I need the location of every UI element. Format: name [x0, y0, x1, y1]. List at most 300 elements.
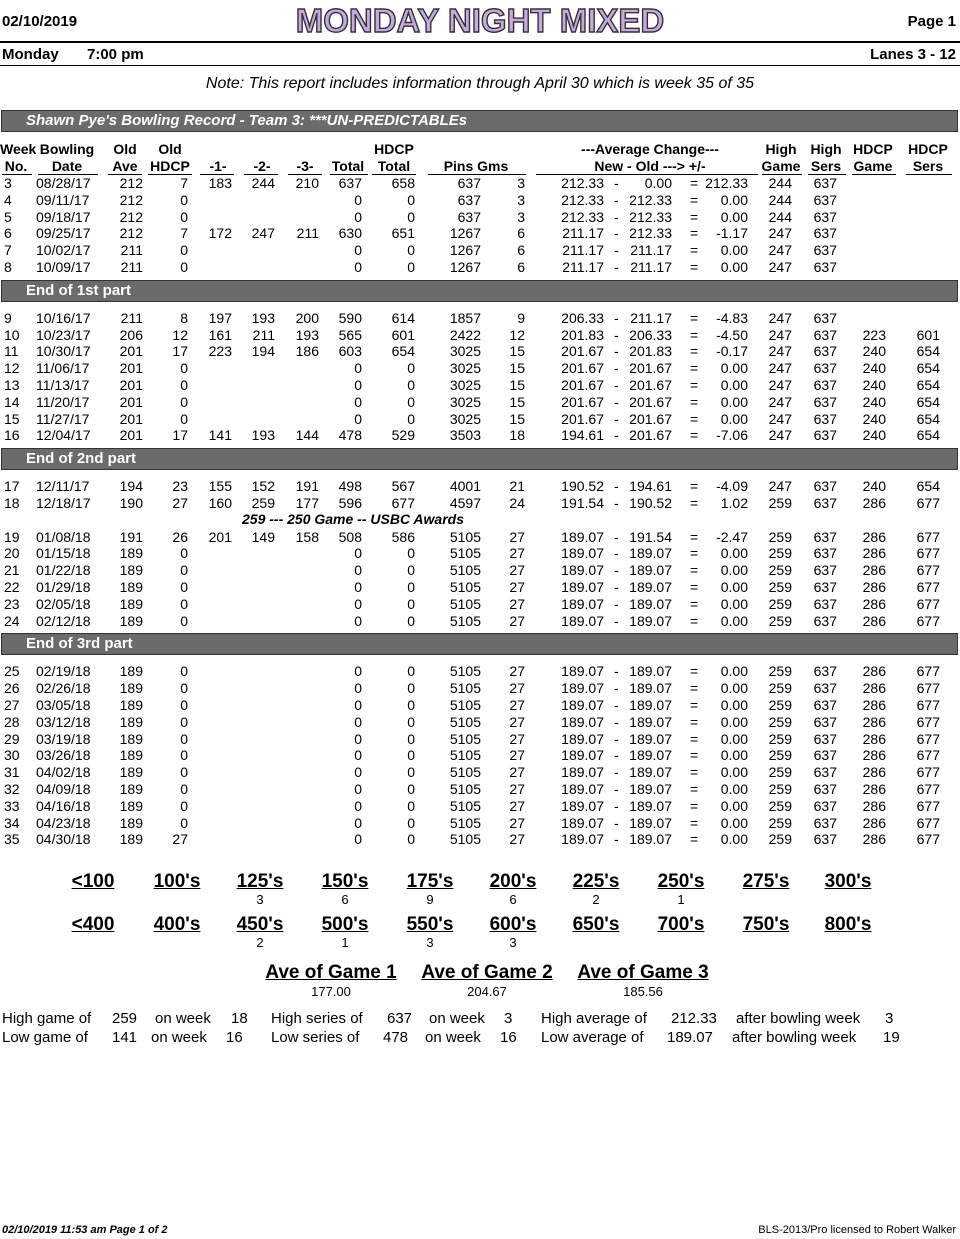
- series-bucket-count: 1: [341, 935, 349, 950]
- cell-gms: 6: [517, 259, 525, 275]
- game-bucket: [310, 871, 380, 907]
- table-row: [0, 562, 960, 579]
- cell-hg: 259: [768, 663, 792, 680]
- cell-date: 11/27/17: [36, 410, 90, 427]
- table-row: [0, 394, 960, 411]
- cell-date: 09/18/17: [36, 208, 91, 225]
- cell-date: 12/04/17: [36, 427, 91, 444]
- cell-hg: 259: [768, 764, 792, 781]
- cell-old: 211.17: [630, 259, 672, 275]
- cell-oldave: 189: [119, 680, 143, 697]
- cell-pins: 3025: [449, 410, 481, 427]
- cell-oldave: 201: [119, 377, 143, 393]
- col-avgchange-top: ---Average Change---: [581, 141, 719, 157]
- cell-date: 04/23/18: [36, 814, 91, 831]
- cell-hs: 637: [813, 697, 837, 713]
- cell-hs: 637: [813, 242, 837, 259]
- cell-pins: 637: [457, 191, 481, 208]
- game-bucket: [478, 871, 548, 907]
- low-series-label: Low series of: [271, 1029, 360, 1046]
- cell-hdcpt: 0: [407, 697, 415, 713]
- col-week-top: Week: [0, 141, 37, 157]
- col-oldhdcp-top: Old: [158, 141, 182, 157]
- cell-old: 206.33: [629, 326, 672, 343]
- cell-hg: 259: [768, 562, 792, 579]
- cell-new: 212.33: [561, 191, 604, 208]
- game-bucket: [225, 871, 295, 907]
- cell-dash: -: [614, 377, 619, 393]
- cell-g3: 193: [295, 326, 319, 343]
- col-total: Total: [331, 158, 365, 174]
- table-row: [0, 175, 960, 192]
- game-bucket-count: 9: [426, 892, 434, 907]
- high-game-week: 18: [231, 1010, 248, 1027]
- game-bucket-label: 225's: [572, 871, 620, 892]
- cell-hds: 654: [916, 377, 940, 393]
- cell-g1: 160: [208, 495, 232, 511]
- cell-week: 11: [4, 343, 19, 360]
- cell-total: 0: [354, 831, 362, 848]
- series-bucket-label: 800's: [824, 914, 872, 935]
- cell-g3: 210: [295, 175, 319, 191]
- table-row: [0, 478, 960, 495]
- cell-new: 189.07: [561, 713, 604, 730]
- cell-g2: 247: [251, 225, 275, 242]
- cell-total: 0: [354, 680, 362, 697]
- cell-oldave: 206: [119, 326, 143, 343]
- game-bucket: [58, 871, 128, 892]
- cell-week: 10: [4, 326, 20, 343]
- cell-oldave: 189: [119, 663, 143, 680]
- cell-hg: 247: [768, 225, 792, 242]
- cell-new: 189.07: [561, 562, 604, 579]
- cell-hdg: 286: [862, 831, 886, 848]
- game-bucket-count: 6: [341, 892, 349, 907]
- cell-pins: 5105: [449, 663, 481, 680]
- col-g1: -1-: [209, 158, 227, 174]
- cell-hdg: 240: [862, 478, 886, 495]
- cell-new: 189.07: [561, 797, 604, 814]
- cell-hdcpt: 0: [407, 781, 415, 797]
- cell-week: 8: [4, 259, 12, 275]
- cell-hdcpt: 0: [407, 680, 415, 697]
- cell-chg: -2.47: [716, 528, 748, 545]
- series-bucket: [731, 914, 801, 935]
- cell-chg: 0.00: [720, 697, 748, 713]
- cell-eq: =: [690, 495, 699, 511]
- cell-pins: 5105: [449, 545, 481, 562]
- cell-hg: 259: [768, 781, 792, 797]
- section-divider: [1, 633, 958, 655]
- game-bucket-count: 1: [677, 892, 685, 907]
- cell-gms: 27: [509, 680, 525, 697]
- cell-hg: 259: [768, 697, 792, 713]
- cell-date: 12/18/17: [36, 495, 91, 511]
- cell-hds: 677: [916, 831, 940, 848]
- game-average: [261, 962, 401, 999]
- game-bucket-label: 275's: [742, 871, 790, 892]
- cell-oldhdcp: 0: [180, 360, 188, 377]
- series-bucket-label: 400's: [153, 914, 201, 935]
- cell-week: 23: [4, 595, 20, 612]
- series-bucket-count: 3: [509, 935, 517, 950]
- cell-g2: 152: [251, 478, 275, 495]
- col-g3: -3-: [296, 158, 314, 174]
- cell-old: 190.52: [629, 495, 672, 511]
- cell-eq: =: [690, 545, 699, 562]
- cell-old: 189.07: [629, 680, 672, 697]
- cell-week: 28: [4, 713, 20, 730]
- cell-oldave: 201: [119, 343, 143, 360]
- cell-pins: 5105: [449, 797, 481, 814]
- game-bucket-count: 2: [592, 892, 600, 907]
- cell-dash: -: [614, 579, 619, 595]
- cell-chg: 1.02: [720, 495, 748, 511]
- cell-hs: 637: [813, 326, 837, 343]
- high-average-label: High average of: [541, 1010, 647, 1027]
- cell-hdg: 286: [862, 697, 886, 713]
- cell-dash: -: [614, 730, 619, 747]
- cell-eq: =: [690, 343, 699, 360]
- cell-hdg: 286: [862, 680, 886, 697]
- cell-pins: 5105: [449, 831, 481, 848]
- section-divider-label: End of 2nd part: [26, 450, 136, 468]
- cell-gms: 27: [509, 713, 525, 730]
- award-note: 259 --- 250 Game -- USBC Awards: [242, 510, 464, 527]
- cell-eq: =: [690, 680, 699, 697]
- cell-new: 189.07: [561, 697, 604, 713]
- table-row: [0, 545, 960, 562]
- cell-date: 01/29/18: [36, 579, 91, 595]
- cell-week: 16: [4, 427, 20, 444]
- cell-hdcpt: 0: [407, 797, 415, 814]
- cell-hs: 637: [813, 814, 837, 831]
- cell-new: 189.07: [561, 680, 604, 697]
- cell-gms: 18: [509, 427, 525, 444]
- col-hdcpsers-bot: Sers: [912, 158, 944, 174]
- cell-pins: 5105: [449, 781, 481, 797]
- series-bucket: [58, 914, 128, 935]
- cell-oldave: 201: [119, 393, 143, 410]
- cell-hds: 654: [916, 478, 940, 495]
- cell-g3: 186: [295, 343, 319, 360]
- cell-dash: -: [614, 697, 619, 713]
- low-series-value: 478: [383, 1029, 409, 1046]
- series-bucket-label: 700's: [657, 914, 705, 935]
- cell-new: 189.07: [561, 764, 604, 781]
- cell-hdg: 240: [862, 427, 886, 444]
- game-average: [573, 962, 713, 999]
- cell-total: 0: [354, 814, 362, 831]
- cell-hdcpt: 614: [391, 309, 415, 326]
- cell-date: 02/26/18: [36, 680, 91, 697]
- cell-total: 478: [338, 427, 362, 444]
- cell-pins: 5105: [449, 612, 481, 629]
- report-title: MONDAY NIGHT MIXED: [295, 2, 665, 39]
- cell-oldave: 212: [119, 208, 143, 225]
- cell-hdg: 286: [862, 713, 886, 730]
- cell-hs: 637: [813, 797, 837, 814]
- series-bucket-label: 500's: [321, 914, 369, 935]
- cell-hg: 247: [768, 427, 792, 444]
- game-bucket: [646, 871, 716, 907]
- game-bucket-label: 175's: [406, 871, 454, 892]
- cell-hs: 637: [813, 478, 837, 495]
- cell-week: 33: [4, 797, 20, 814]
- cell-oldhdcp: 0: [180, 377, 188, 393]
- cell-chg: 0.00: [720, 259, 748, 275]
- cell-week: 5: [4, 208, 12, 225]
- cell-gms: 21: [509, 478, 525, 495]
- cell-dash: -: [614, 713, 619, 730]
- game-bucket-label: 100's: [153, 871, 201, 892]
- cell-gms: 12: [509, 326, 525, 343]
- cell-hds: 654: [916, 360, 940, 377]
- cell-hdcpt: 0: [407, 191, 415, 208]
- series-bucket-label: 550's: [406, 914, 454, 935]
- cell-hs: 637: [813, 680, 837, 697]
- cell-chg: 0.00: [720, 595, 748, 612]
- cell-hdg: 240: [862, 360, 886, 377]
- cell-chg: 0.00: [720, 242, 748, 259]
- cell-chg: 0.00: [720, 680, 748, 697]
- cell-pins: 4001: [449, 478, 481, 495]
- cell-pins: 3025: [449, 377, 481, 393]
- cell-g1: 141: [208, 427, 232, 444]
- cell-total: 0: [354, 764, 362, 781]
- low-average-value: 189.07: [667, 1029, 713, 1046]
- col-hdcptotal-bot: Total: [377, 158, 411, 174]
- cell-gms: 27: [509, 781, 525, 797]
- cell-dash: -: [614, 747, 619, 764]
- cell-hs: 637: [813, 831, 837, 848]
- table-row: [0, 663, 960, 680]
- cell-hg: 247: [768, 393, 792, 410]
- cell-total: 596: [338, 495, 362, 511]
- cell-hdcpt: 529: [391, 427, 415, 444]
- cell-g2: 211: [252, 326, 275, 343]
- cell-oldhdcp: 0: [180, 713, 188, 730]
- low-game-value: 141: [112, 1029, 138, 1046]
- cell-week: 18: [4, 495, 20, 511]
- cell-gms: 6: [517, 225, 525, 242]
- cell-oldhdcp: 0: [180, 680, 188, 697]
- cell-oldhdcp: 0: [180, 191, 188, 208]
- cell-eq: =: [690, 595, 699, 612]
- cell-gms: 24: [509, 495, 525, 511]
- cell-chg: 0.00: [720, 764, 748, 781]
- cell-week: 22: [4, 579, 20, 595]
- col-g2: -2-: [253, 158, 271, 174]
- cell-new: 189.07: [561, 579, 604, 595]
- cell-dash: -: [614, 595, 619, 612]
- cell-hs: 637: [813, 730, 837, 747]
- cell-week: 7: [4, 242, 12, 259]
- cell-hg: 259: [768, 595, 792, 612]
- cell-hds: 677: [916, 713, 940, 730]
- cell-eq: =: [690, 208, 699, 225]
- cell-pins: 5105: [449, 747, 481, 764]
- page-number: Page 1: [907, 13, 956, 30]
- cell-g1: 197: [208, 309, 232, 326]
- cell-date: 04/30/18: [36, 831, 91, 848]
- cell-hg: 259: [768, 545, 792, 562]
- cell-hg: 247: [768, 377, 792, 393]
- cell-old: 189.07: [629, 663, 672, 680]
- cell-gms: 27: [509, 814, 525, 831]
- report-note: Note: This report includes information through April 30 which is week 35 of 35: [205, 75, 755, 92]
- cell-hdg: 240: [862, 377, 886, 393]
- cell-hs: 637: [813, 562, 837, 579]
- cell-oldhdcp: 23: [172, 478, 188, 495]
- cell-gms: 9: [517, 309, 525, 326]
- cell-old: 0.00: [644, 175, 672, 191]
- cell-old: 191.54: [629, 528, 672, 545]
- cell-hs: 637: [813, 595, 837, 612]
- record-title-bar: [1, 110, 958, 132]
- table-row: [0, 714, 960, 731]
- cell-gms: 3: [517, 191, 525, 208]
- cell-hds: 677: [916, 764, 940, 781]
- cell-hdg: 286: [862, 764, 886, 781]
- high-series-label: High series of: [271, 1010, 363, 1027]
- game-average-label: Ave of Game 2: [421, 962, 553, 983]
- cell-oldhdcp: 0: [180, 663, 188, 680]
- cell-dash: -: [614, 242, 619, 259]
- cell-oldhdcp: 0: [180, 781, 188, 797]
- cell-eq: =: [690, 377, 699, 393]
- cell-g2: 194: [251, 343, 275, 360]
- cell-hdg: 286: [862, 528, 886, 545]
- col-hdcptotal-top: HDCP: [374, 141, 414, 157]
- cell-oldhdcp: 0: [180, 393, 188, 410]
- cell-pins: 3025: [449, 360, 481, 377]
- header-rule: [0, 41, 960, 43]
- cell-oldave: 189: [119, 713, 143, 730]
- cell-hs: 637: [813, 579, 837, 595]
- section-divider: [1, 280, 958, 302]
- cell-eq: =: [690, 697, 699, 713]
- record-title: Shawn Pye's Bowling Record - Team 3: ***UN-PREDICTABLEs: [26, 112, 468, 129]
- cell-dash: -: [614, 831, 619, 848]
- cell-total: 498: [338, 478, 362, 495]
- cell-week: 6: [4, 225, 12, 242]
- cell-total: 0: [354, 595, 362, 612]
- cell-date: 03/26/18: [36, 747, 91, 764]
- cell-dash: -: [614, 393, 619, 410]
- series-bucket-label: 600's: [489, 914, 537, 935]
- cell-hdg: 286: [862, 781, 886, 797]
- game-bucket-label: 200's: [489, 871, 537, 892]
- game-bucket-label: 300's: [824, 871, 872, 892]
- cell-hdcpt: 0: [407, 814, 415, 831]
- cell-week: 20: [4, 545, 20, 562]
- cell-new: 212.33: [561, 175, 604, 191]
- cell-new: 189.07: [561, 528, 604, 545]
- cell-oldave: 189: [119, 831, 143, 848]
- cell-hs: 637: [813, 545, 837, 562]
- col-highgame-top: High: [765, 141, 797, 157]
- cell-hdcpt: 601: [391, 326, 415, 343]
- table-row: [0, 579, 960, 596]
- cell-eq: =: [690, 730, 699, 747]
- cell-gms: 27: [509, 764, 525, 781]
- cell-week: 31: [4, 764, 20, 781]
- cell-hg: 247: [768, 410, 792, 427]
- cell-pins: 1857: [449, 309, 481, 326]
- cell-new: 201.67: [561, 410, 604, 427]
- cell-oldhdcp: 0: [180, 259, 188, 275]
- cell-eq: =: [690, 360, 699, 377]
- table-row: [0, 697, 960, 714]
- table-row: [0, 343, 960, 360]
- cell-hdcpt: 0: [407, 208, 415, 225]
- table-row: [0, 427, 960, 444]
- cell-hdcpt: 0: [407, 764, 415, 781]
- cell-dash: -: [614, 680, 619, 697]
- cell-gms: 15: [509, 343, 525, 360]
- cell-hds: 601: [916, 326, 940, 343]
- cell-date: 09/11/17: [36, 191, 90, 208]
- cell-hs: 637: [813, 309, 837, 326]
- cell-hg: 244: [768, 191, 792, 208]
- cell-week: 25: [4, 663, 20, 680]
- cell-hdg: 286: [862, 814, 886, 831]
- cell-gms: 27: [509, 663, 525, 680]
- cell-hdcpt: 567: [391, 478, 415, 495]
- cell-oldhdcp: 0: [180, 747, 188, 764]
- cell-hg: 247: [768, 242, 792, 259]
- cell-dash: -: [614, 175, 619, 191]
- cell-hs: 637: [813, 259, 837, 275]
- game-bucket-label: 125's: [236, 871, 284, 892]
- cell-chg: 0.00: [720, 797, 748, 814]
- cell-gms: 27: [509, 797, 525, 814]
- cell-hdg: 240: [862, 410, 886, 427]
- cell-g2: 193: [251, 309, 275, 326]
- cell-pins: 5105: [449, 579, 481, 595]
- cell-total: 0: [354, 393, 362, 410]
- col-oldave-bot: Ave: [112, 158, 138, 174]
- cell-date: 01/22/18: [36, 562, 91, 579]
- cell-hdcpt: 0: [407, 410, 415, 427]
- cell-eq: =: [690, 528, 699, 545]
- cell-oldave: 189: [119, 612, 143, 629]
- cell-oldhdcp: 7: [180, 225, 188, 242]
- cell-old: 189.07: [629, 814, 672, 831]
- cell-hdcpt: 677: [391, 495, 415, 511]
- cell-hs: 637: [813, 377, 837, 393]
- cell-hdcpt: 0: [407, 747, 415, 764]
- table-row: [0, 815, 960, 832]
- cell-old: 201.67: [629, 410, 672, 427]
- table-row: [0, 411, 960, 428]
- cell-oldave: 211: [120, 309, 143, 326]
- cell-week: 4: [4, 191, 12, 208]
- table-row: [0, 781, 960, 798]
- game-bucket-count: 6: [509, 892, 517, 907]
- cell-week: 15: [4, 410, 20, 427]
- cell-eq: =: [690, 427, 699, 444]
- cell-date: 04/02/18: [36, 764, 91, 781]
- cell-oldhdcp: 8: [180, 309, 188, 326]
- cell-hdcpt: 0: [407, 393, 415, 410]
- cell-eq: =: [690, 747, 699, 764]
- cell-g1: 172: [208, 225, 232, 242]
- cell-hg: 259: [768, 528, 792, 545]
- game-average-value: 204.67: [467, 984, 507, 999]
- cell-oldhdcp: 0: [180, 545, 188, 562]
